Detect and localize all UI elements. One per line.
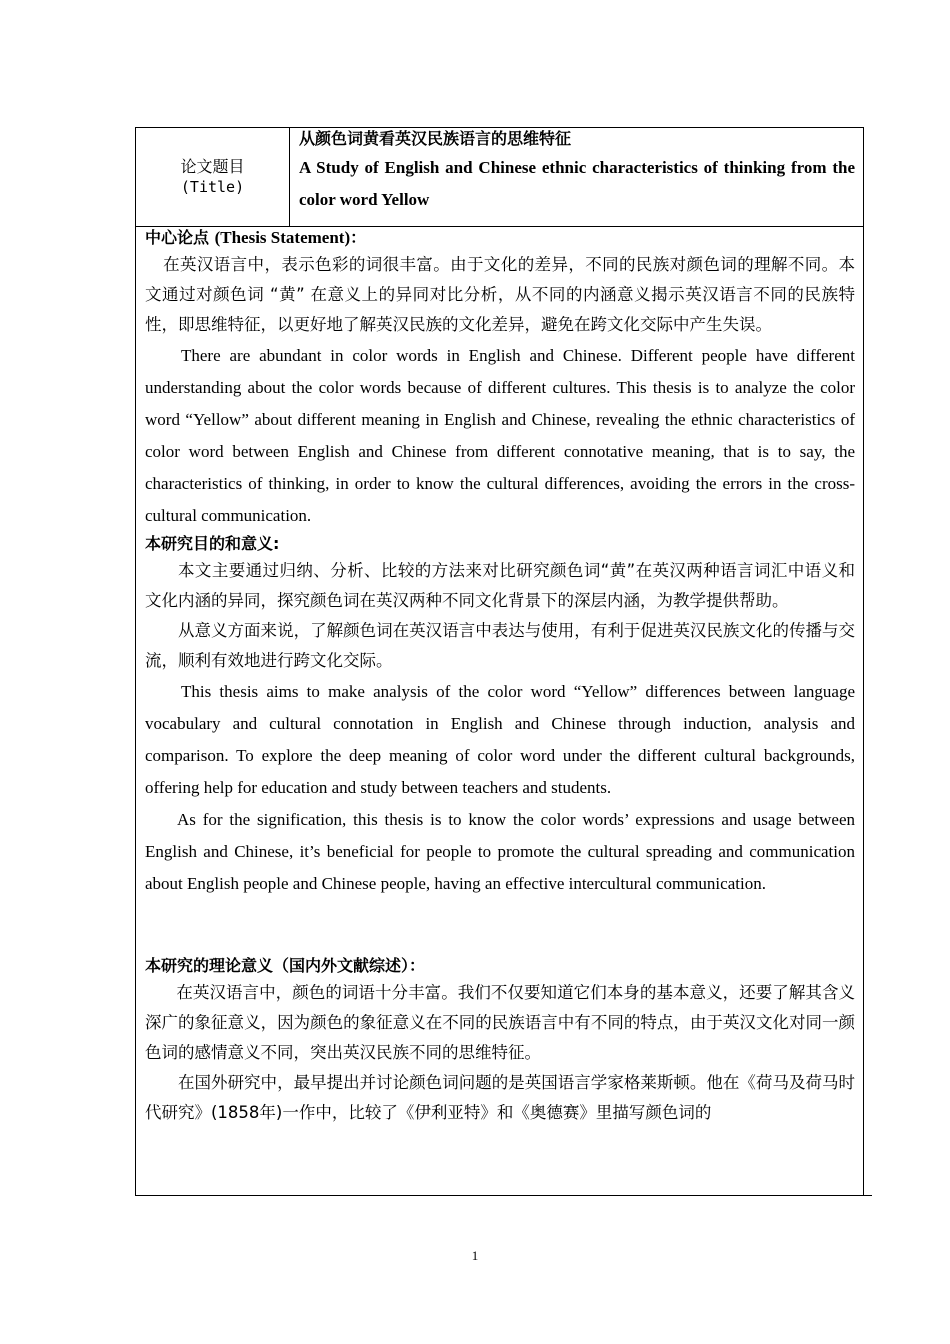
- theory-paragraph-cn-1: 在英汉语言中，颜色的词语十分丰富。我们不仅要知道它们本身的基本意义，还要了解其含义深广的象征意义，因为颜色的象征意义在不同的民族语言中有不同的特点，由于英汉文化对同一颜色词的感情意义不同，突出英汉民族不同的思维特征。: [145, 983, 855, 1062]
- table-bottom-border: [135, 1195, 872, 1196]
- title-label-cell: [136, 128, 290, 226]
- thesis-title-cn: 从颜色词黄看英汉民族语言的思维特征: [299, 129, 572, 148]
- thesis-paragraph-cn: 在英汉语言中，表示色彩的词很丰富。由于文化的差异，不同的民族对颜色词的理解不同。本文通过对颜色词 “黄” 在意义上的异同对比分析，从不同的内涵意义揭示英汉语言不同的民族特性，即思维特征，以更好地了解英汉民族的文化差异，避免在跨文化交际中产生失误。: [145, 255, 855, 334]
- title-row: [135, 127, 864, 227]
- thesis-heading-en: (Thesis Statement): [214, 228, 351, 247]
- thesis-statement-heading: [145, 226, 855, 250]
- content-body: [145, 226, 855, 1128]
- page-number: 1: [471, 1248, 479, 1263]
- thesis-heading-colon: ：: [350, 228, 367, 247]
- purpose-paragraph-cn-1: 本文主要通过归纳、分析、比较的方法来对比研究颜色词“黄”在英汉两种语言词汇中语义和文化内涵的异同，探究颜色词在英汉两种不同文化背景下的深层内涵，为教学提供帮助。: [145, 561, 855, 610]
- spacer: [145, 900, 855, 954]
- thesis-paragraph-en: There are abundant in color words in English and Chinese. Different people have different understanding about the color words because of different cultures. This thesis is to analyze the color word “Yellow” about different meaning in English and Chinese, revealing the ethnic characteristics of color word between English and Chinese from different connotative meaning, that is to say, the characteristics of thinking, in order to know the cultural differences, avoiding the errors in the cross-cultural communication.: [145, 346, 855, 525]
- purpose-paragraph-cn-2: 从意义方面来说，了解颜色词在英汉语言中表达与使用，有利于促进英汉民族文化的传播与交流，顺利有效地进行跨文化交际。: [145, 621, 855, 670]
- purpose-heading: 本研究目的和意义:: [145, 534, 280, 553]
- theory-heading: 本研究的理论意义（国内外文献综述）：: [145, 956, 426, 975]
- thesis-title-en: A Study of English and Chinese ethnic characteristics of thinking from the color word Yellow: [299, 158, 855, 209]
- purpose-paragraph-en-1: This thesis aims to make analysis of the color word “Yellow” differences between language vocabulary and cultural connotation in English and Chinese through induction, analysis and comparison. To explore the deep meaning of color word under the different cultural backgrounds, offering help for education and study between teachers and students.: [145, 682, 855, 797]
- title-content-cell: [299, 128, 855, 216]
- content-cell: [135, 226, 864, 1196]
- thesis-heading-cn: 中心论点: [145, 228, 210, 247]
- title-label-cn: 论文题目: [180, 157, 245, 176]
- theory-paragraph-cn-2: 在国外研究中，最早提出并讨论颜色词问题的是英国语言学家格莱斯顿。他在《荷马及荷马时代研究》(1858年)一作中，比较了《伊利亚特》和《奥德赛》里描写颜色词的: [145, 1073, 855, 1122]
- title-label-en: (Title): [180, 178, 245, 196]
- purpose-paragraph-en-2: As for the signification, this thesis is to know the color words’ expressions and usage between English and Chinese, it’s beneficial for people to promote the cultural spreading and communication about English people and Chinese people, having an effective intercultural communication.: [145, 810, 855, 893]
